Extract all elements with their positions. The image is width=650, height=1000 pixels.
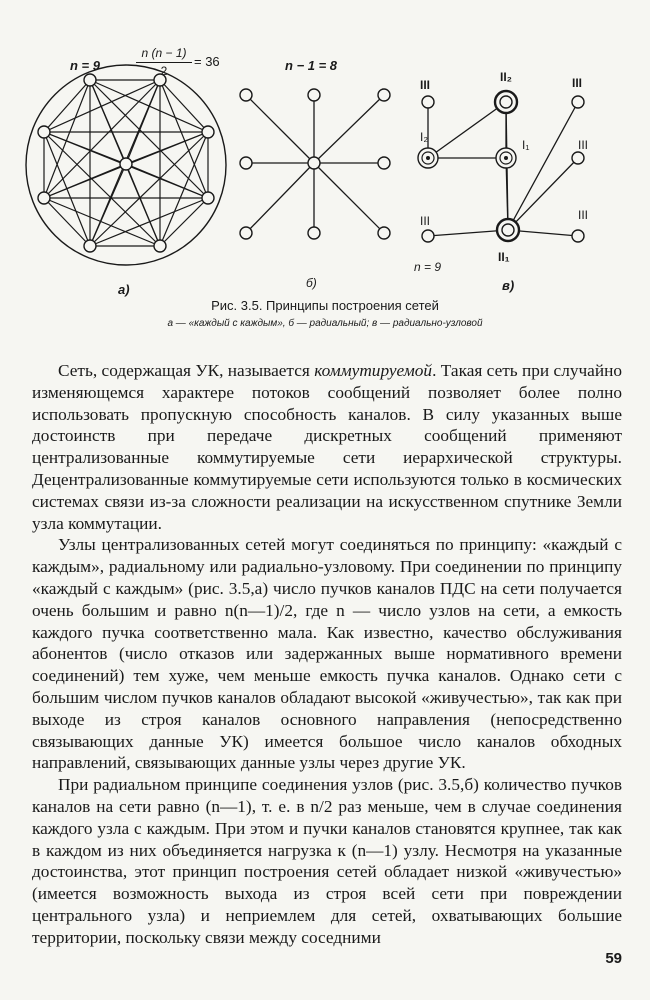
- hierarchy-link: [508, 158, 578, 230]
- level-I-node-dot: [504, 156, 508, 160]
- diagram-b-n-label: n − 1 = 8: [285, 58, 338, 73]
- level-III-node: [422, 230, 434, 242]
- paragraph-2: Узлы централизованных сетей могут соединяться по принципу: «каждый с каждым», радиальному или радиально-узловому. При соединении по принципу «каждый с каждым» (рис. 3.5,а) число пучков каналов ПДС на сети получается очень большим и равно n(n—1)/2, где n — число узлов на сети, а емкость каждого пучка соответственно мала. Как известно, качество обслуживания абонентов (число отказов или задержанных выше нормативного времени соединений) тем хуже, чем меньше емкость пучка каналов. Однако сети с большим числом пучков каналов обладают высокой «живучестью», так как при выходе из строя каналов основного направления (непосредственно связывающих данные УК) имеется большое число каналов обходных направлений, связывающих данные узлы через другие УК.: [32, 535, 622, 773]
- diagram-a-n-label: n = 9: [70, 58, 100, 73]
- outer-node: [378, 89, 390, 101]
- hierarchy-link: [428, 102, 506, 158]
- level-III-node: [422, 96, 434, 108]
- mesh-link: [90, 132, 208, 246]
- outer-node: [378, 227, 390, 239]
- label-I1: I₁: [522, 138, 530, 152]
- network-node: [202, 192, 214, 204]
- diagram-v-radial-nodal: [418, 91, 584, 242]
- formula-fraction-bar: [136, 62, 192, 63]
- level-III-node: [572, 152, 584, 164]
- outer-node: [240, 89, 252, 101]
- page-number: 59: [605, 950, 622, 967]
- mesh-link: [44, 198, 90, 246]
- formula-denominator: 2: [160, 64, 168, 78]
- figure-3-5: [0, 40, 650, 340]
- diagram-v-panel-label: в): [502, 278, 515, 293]
- level-II-node: [497, 219, 519, 241]
- mesh-link: [44, 132, 160, 246]
- outer-node: [240, 157, 252, 169]
- diagram-b-panel-label: б): [306, 276, 317, 290]
- label-III-right-top: III: [572, 76, 583, 90]
- paragraph-1: [32, 360, 622, 534]
- formula-numerator: n (n − 1): [141, 46, 187, 60]
- network-node: [84, 74, 96, 86]
- label-III-right-mid: III: [578, 138, 589, 152]
- label-III-left-bottom: III: [420, 214, 431, 228]
- diagram-b-radial: [240, 89, 390, 239]
- label-II2: II₂: [500, 70, 512, 84]
- level-III-node: [572, 230, 584, 242]
- formula-result: = 36: [194, 54, 220, 69]
- paragraph-1-part-b: . Такая сеть при случайно изменяющемся характере потоков сообщений позволяет более полно использовать пропускную способность каналов. В силу указанных выше достоинств при передаче дискретных сообщений применяют централизованные коммутируемые сети иерархической структуры. Децентрализованные коммутируемые сети используются только в космических системах связи из-за сложности реализации на искусственном спутнике Земли узла коммутации.: [32, 361, 622, 533]
- outer-node: [240, 227, 252, 239]
- figure-caption-legend: а — «каждый с каждым», б — радиальный; в — радиально-узловой: [167, 318, 483, 329]
- central-node: [308, 157, 320, 169]
- label-I2: I₂: [420, 130, 428, 144]
- network-node: [84, 240, 96, 252]
- radial-link: [246, 95, 314, 163]
- radial-link: [246, 163, 314, 233]
- mesh-link: [44, 80, 90, 132]
- term-switched-network: коммутируемой: [314, 361, 433, 380]
- diagram-a-panel-label: а): [118, 282, 130, 297]
- body-text: [32, 360, 622, 949]
- paragraph-3: При радиальном принципе соединения узлов (рис. 3.5,б) количество пучков каналов на сети равно (n—1), т. е. в n/2 раз меньше, чем в случае соединения каждого узла с каждым. При этом и пучки каналов становятся крупнее, так как в каждом из них объединяется нагрузка к (n—1) узлу. Несмотря на указанные достоинства, этот принцип построения сетей обладает низкой «живучестью» (имеется возможность выхода из строя всей сети при повреждении центрального узла) и неприемлем для сетей, охватывающих большие территории, поскольку связи между соседними: [32, 775, 622, 947]
- mesh-link: [160, 198, 208, 246]
- label-II1: II₁: [498, 250, 510, 264]
- label-III-right-bottom: III: [578, 208, 589, 222]
- label-III-left-top: III: [420, 78, 431, 92]
- radial-link: [314, 95, 384, 163]
- paragraph-1-part-a: Сеть, содержащая УК, называется: [58, 361, 315, 380]
- outer-node: [378, 157, 390, 169]
- radial-link: [314, 163, 384, 233]
- level-I-node-dot: [426, 156, 430, 160]
- outer-node: [308, 227, 320, 239]
- level-III-node: [572, 96, 584, 108]
- network-diagrams: [0, 40, 650, 300]
- diagram-v-n-label: n = 9: [414, 260, 442, 274]
- figure-caption-title: Рис. 3.5. Принципы построения сетей: [211, 298, 439, 313]
- network-node: [120, 158, 132, 170]
- network-node: [38, 192, 50, 204]
- network-node: [202, 126, 214, 138]
- network-node: [154, 240, 166, 252]
- hierarchy-link: [508, 102, 578, 230]
- mesh-link: [160, 132, 208, 246]
- level-II-node: [495, 91, 517, 113]
- outer-node: [308, 89, 320, 101]
- diagram-a-full-mesh: [26, 65, 226, 265]
- network-node: [38, 126, 50, 138]
- mesh-link: [160, 80, 208, 132]
